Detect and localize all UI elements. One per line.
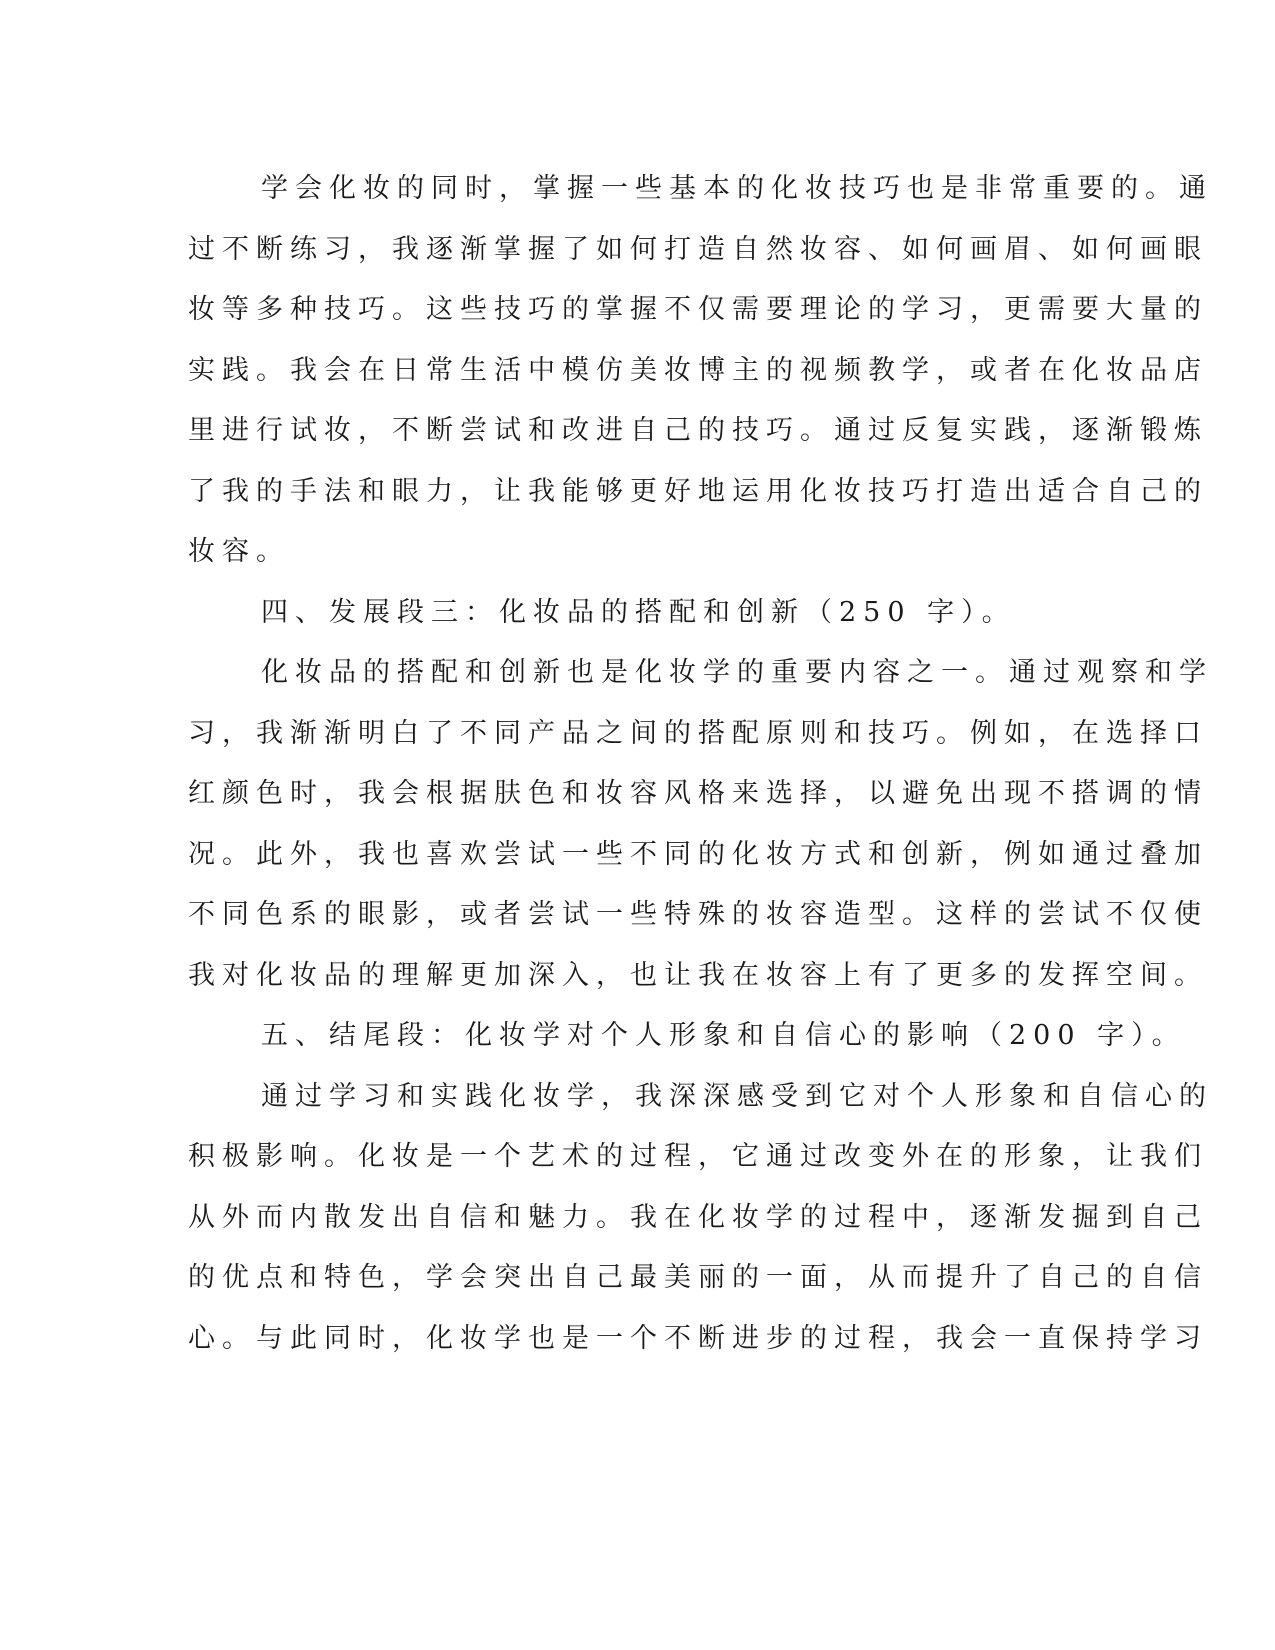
- text-line: 的优点和特色，学会突出自己最美丽的一面，从而提升了自己的自信: [188, 1262, 1208, 1293]
- text-line: 习，我渐渐明白了不同产品之间的搭配原则和技巧。例如，在选择口: [188, 717, 1208, 749]
- text-line: 里进行试妆，不断尝试和改进自己的技巧。通过反复实践，逐渐锻炼: [188, 415, 1208, 446]
- text-line: 实践。我会在日常生活中模仿美妆博主的视频教学，或者在化妆品店: [188, 354, 1208, 386]
- paragraph-makeup-skills: [188, 159, 1213, 583]
- text-line: 心。与此同时，化妆学也是一个不断进步的过程，我会一直保持学习: [188, 1322, 1208, 1354]
- document-body: [188, 159, 1213, 1369]
- paragraph-pairing-innovation: [188, 643, 1213, 1006]
- text-line: 妆等多种技巧。这些技巧的掌握不仅需要理论的学习，更需要大量的: [188, 294, 1208, 325]
- section-heading: 四、发展段三：化妆品的搭配和创新（250 字）。: [261, 596, 1016, 628]
- text-line: 积极影响。化妆是一个艺术的过程，它通过改变外在的形象，让我们: [188, 1141, 1208, 1172]
- text-line: 通过学习和实践化妆学，我深深感受到它对个人形象和自信心的: [261, 1080, 1213, 1112]
- text-line: 了我的手法和眼力，让我能够更好地运用化妆技巧打造出适合自己的: [188, 475, 1208, 507]
- section-heading-conclusion: [188, 1006, 1186, 1067]
- text-line: 过不断练习，我逐渐掌握了如何打造自然妆容、如何画眉、如何画眼: [188, 233, 1208, 265]
- section-heading: 五、结尾段：化妆学对个人形象和自信心的影响（200 字）。: [261, 1020, 1186, 1051]
- text-line: 况。此外，我也喜欢尝试一些不同的化妆方式和创新，例如通过叠加: [188, 838, 1208, 870]
- text-line: 学会化妆的同时，掌握一些基本的化妆技巧也是非常重要的。通: [261, 173, 1213, 204]
- text-line: 妆容。: [188, 536, 290, 567]
- text-line: 不同色系的眼影，或者尝试一些特殊的妆容造型。这样的尝试不仅使: [188, 899, 1208, 930]
- text-line: 从外而内散发出自信和魅力。我在化妆学的过程中，逐渐发掘到自己: [188, 1201, 1208, 1233]
- paragraph-confidence: [188, 1067, 1213, 1370]
- text-line: 红颜色时，我会根据肤色和妆容风格来选择，以避免出现不搭调的情: [188, 778, 1208, 809]
- section-heading-development-three: [188, 583, 1078, 644]
- text-line: 化妆品的搭配和创新也是化妆学的重要内容之一。通过观察和学: [261, 657, 1213, 688]
- text-line: 我对化妆品的理解更加深入，也让我在妆容上有了更多的发挥空间。: [188, 959, 1208, 991]
